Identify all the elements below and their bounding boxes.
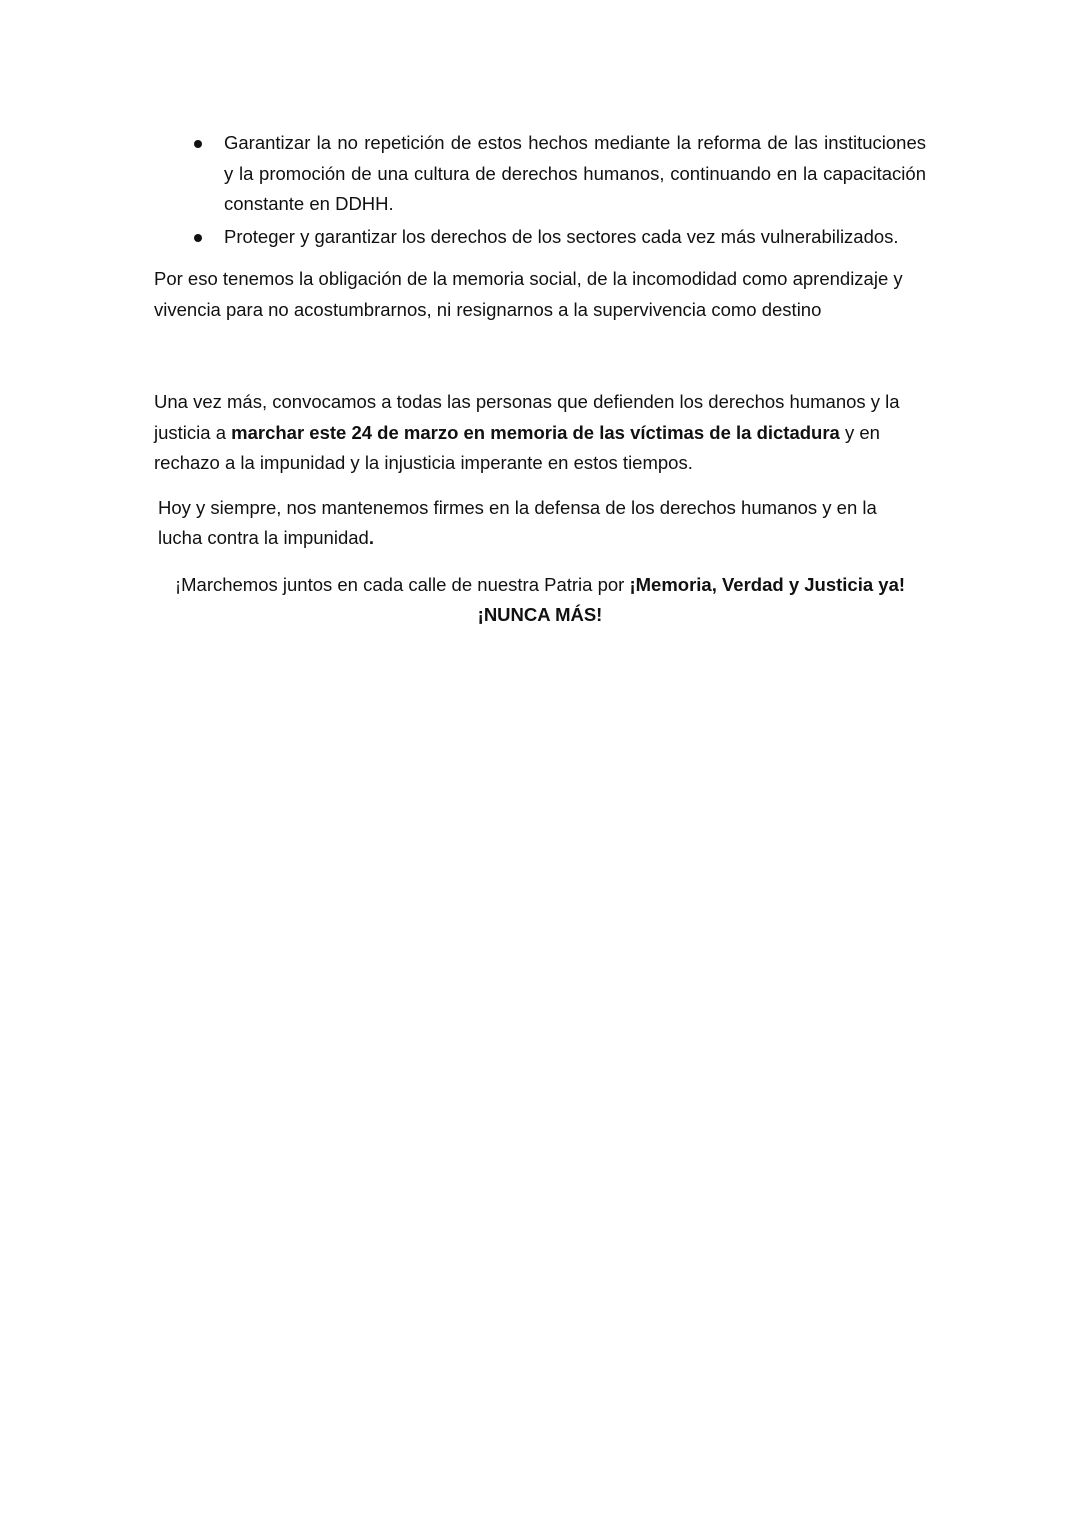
list-item <box>154 128 926 220</box>
closing-bold-slogan: ¡Memoria, Verdad y Justicia ya! <box>629 573 906 595</box>
convocatoria-text-end: y en rechazo a la impunidad y la injusticia imperante en estos tiempos. <box>154 421 880 473</box>
bullet-icon <box>194 140 202 148</box>
list-item <box>154 222 926 253</box>
firmes-text: Hoy y siempre, nos mantenemos firmes en la defensa de los derechos humanos y en la lucha contra la impunidad <box>158 496 877 548</box>
nunca-mas-text: ¡NUNCA MÁS! <box>477 604 603 625</box>
closing-line <box>154 570 926 601</box>
convocatoria-text: Una vez más, convocamos a todas las personas que defienden los derechos humanos y la justicia a <box>154 391 900 443</box>
closing-nunca-mas <box>154 600 926 631</box>
paragraph-memoria: Por eso tenemos la obligación de la memoria social, de la incomodidad como aprendizaje y vivencia para no acostumbrarnos, ni resignarnos a la supervivencia como destino <box>154 268 903 320</box>
document-body <box>154 128 926 631</box>
firmes-bold-period: . <box>368 527 374 548</box>
closing-text: ¡Marchemos juntos en cada calle de nuestra Patria por <box>174 573 630 595</box>
paragraph-convocatoria <box>154 387 926 479</box>
paragraph-firmes <box>154 493 926 554</box>
convocatoria-bold-text: marchar este 24 de marzo en memoria de las víctimas de la dictadura <box>231 421 840 443</box>
bullet-text: Proteger y garantizar los derechos de los sectores cada vez más vulnerabilizados. <box>224 225 899 247</box>
bullet-icon <box>194 234 202 242</box>
bullet-list <box>154 128 926 252</box>
bullet-text: Garantizar la no repetición de estos hechos mediante la reforma de las instituciones y la promoción de una cultura de derechos humanos, continuando en la capacitación constante en DDHH. <box>224 132 926 214</box>
